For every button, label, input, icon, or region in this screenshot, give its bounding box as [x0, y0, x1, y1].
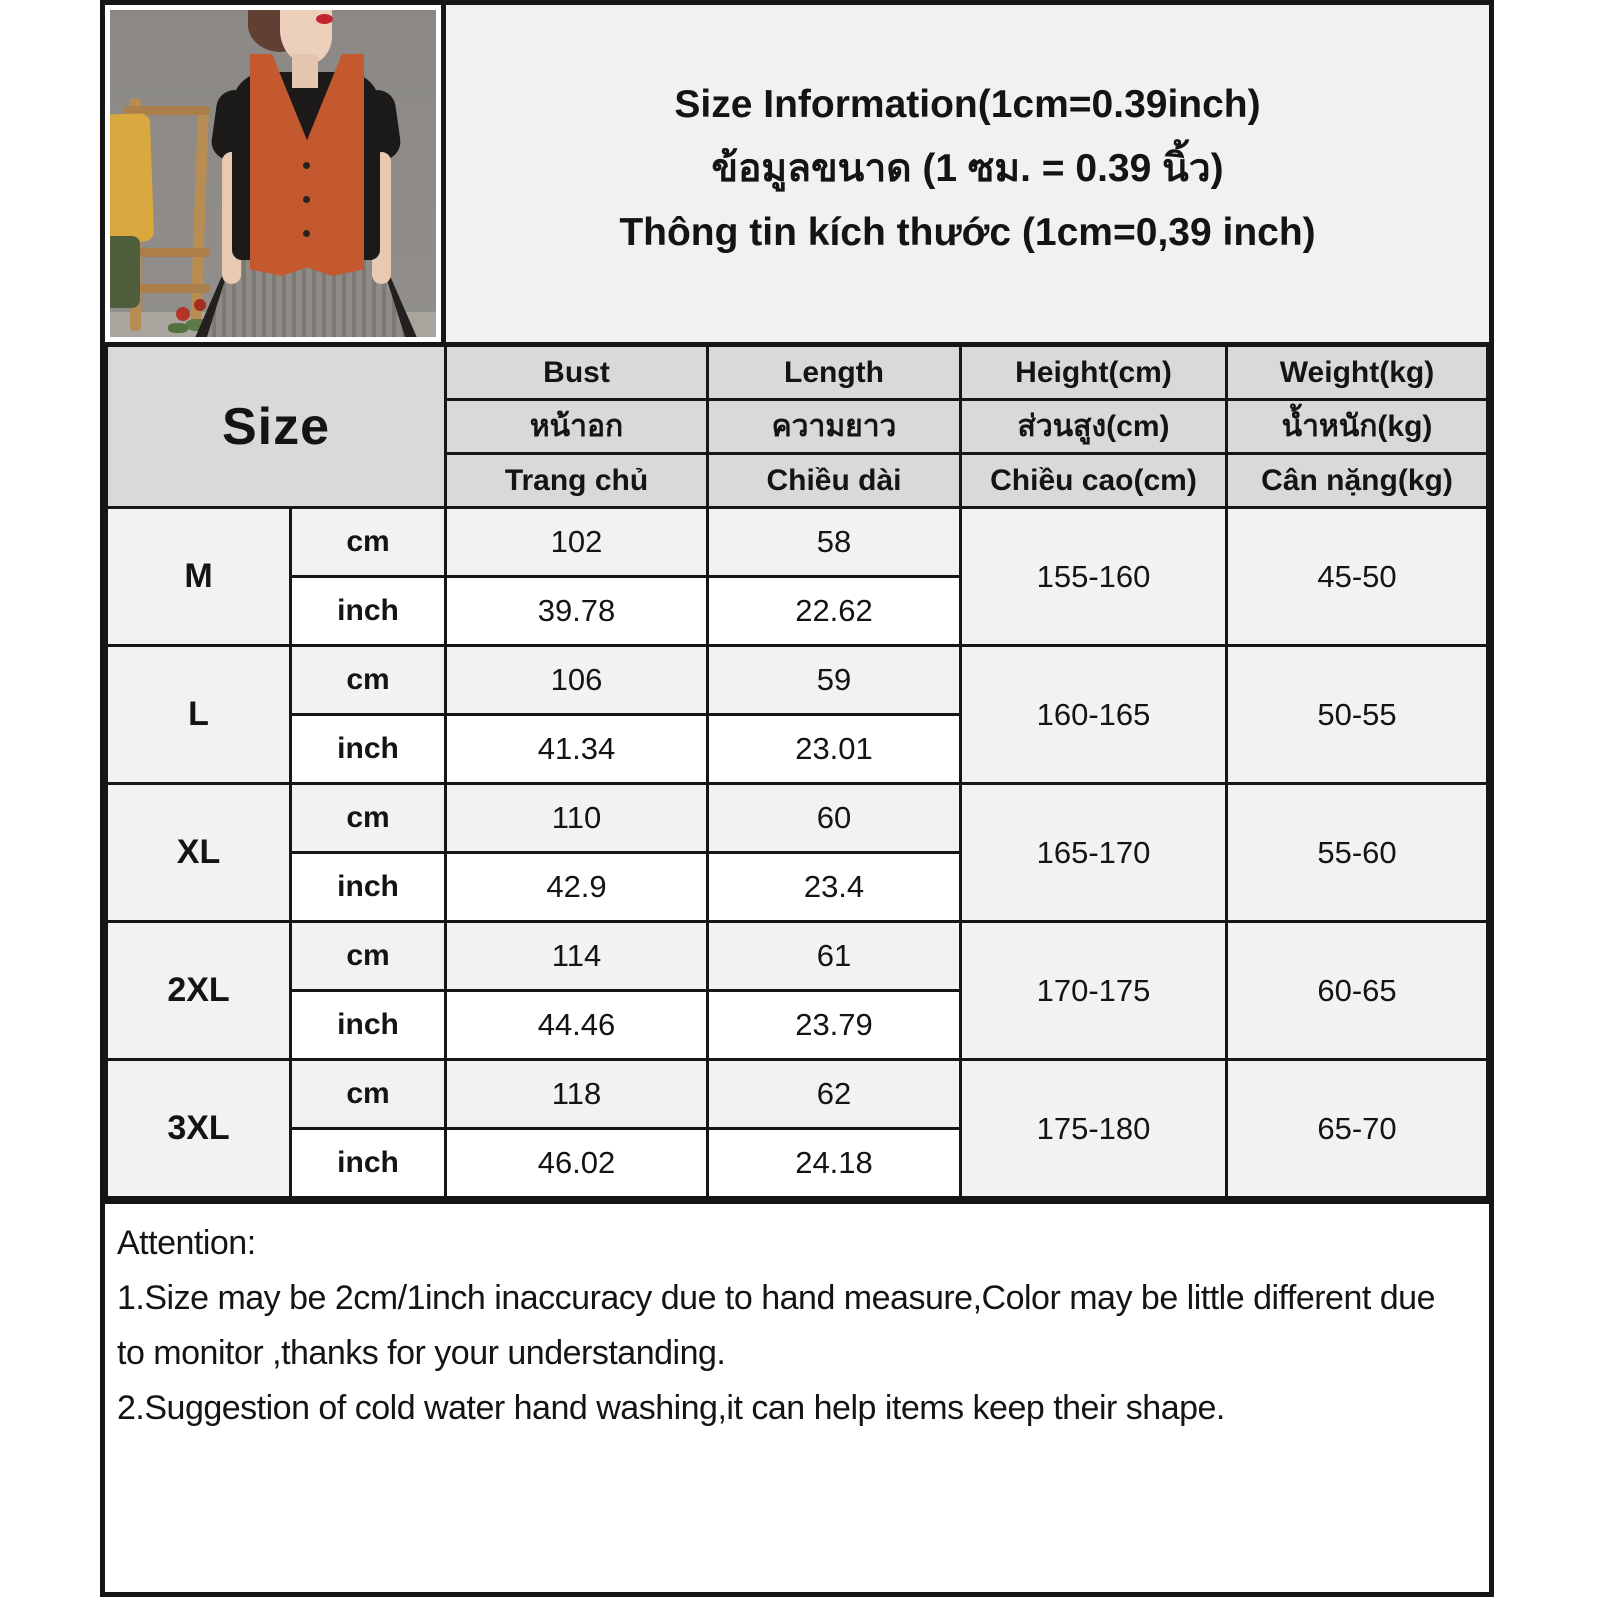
height-range: 165-170	[961, 784, 1227, 922]
weight-range: 65-70	[1227, 1060, 1488, 1198]
unit-cell-cm: cm	[291, 646, 446, 715]
size-cell: 3XL	[107, 1060, 291, 1198]
flower-leaves	[168, 323, 188, 333]
height-range: 160-165	[961, 646, 1227, 784]
clothes-rack-rail	[190, 106, 209, 331]
length-cm-value: 61	[708, 922, 961, 991]
size-row-xl-cm	[107, 784, 1488, 853]
bust-cm-value: 114	[446, 922, 708, 991]
attention-heading: Attention:	[117, 1224, 256, 1262]
attention-section	[105, 1199, 1489, 1592]
weight-header-en: Weight(kg)	[1227, 345, 1488, 400]
bust-inch-value: 41.34	[446, 715, 708, 784]
size-row-3xl-cm	[107, 1060, 1488, 1129]
header-row-english	[107, 345, 1488, 400]
length-inch-value: 23.4	[708, 853, 961, 922]
length-inch-value: 22.62	[708, 577, 961, 646]
unit-cell-inch: inch	[291, 715, 446, 784]
attention-note-2: 2.Suggestion of cold water hand washing,it can help items keep their shape.	[117, 1389, 1225, 1427]
bust-inch-value: 39.78	[446, 577, 708, 646]
length-cm-value: 60	[708, 784, 961, 853]
unit-cell-inch: inch	[291, 1129, 446, 1198]
size-cell: L	[107, 646, 291, 784]
weight-range: 50-55	[1227, 646, 1488, 784]
bust-header-th: หน้าอก	[446, 400, 708, 454]
size-cell: 2XL	[107, 922, 291, 1060]
title-area	[446, 5, 1489, 342]
height-header-vi: Chiều cao(cm)	[961, 454, 1227, 508]
length-cm-value: 58	[708, 508, 961, 577]
photo-scene	[110, 10, 436, 337]
length-inch-value: 24.18	[708, 1129, 961, 1198]
vest-button	[303, 162, 310, 169]
bust-cm-value: 110	[446, 784, 708, 853]
unit-cell-inch: inch	[291, 853, 446, 922]
title-english: Size Information(1cm=0.39inch)	[674, 82, 1261, 126]
height-header-th: ส่วนสูง(cm)	[961, 400, 1227, 454]
unit-cell-cm: cm	[291, 922, 446, 991]
bust-inch-value: 46.02	[446, 1129, 708, 1198]
size-row-2xl-cm	[107, 922, 1488, 991]
length-cm-value: 59	[708, 646, 961, 715]
weight-range: 55-60	[1227, 784, 1488, 922]
hanging-green-cloth	[110, 236, 140, 308]
bust-inch-value: 42.9	[446, 853, 708, 922]
bust-cm-value: 106	[446, 646, 708, 715]
length-header-vi: Chiều dài	[708, 454, 961, 508]
size-cell: M	[107, 508, 291, 646]
unit-cell-inch: inch	[291, 991, 446, 1060]
weight-header-vi: Cân nặng(kg)	[1227, 454, 1488, 508]
attention-note-1: 1.Size may be 2cm/1inch inaccuracy due to hand measure,Color may be little different due to monitor ,thanks for your understanding.	[117, 1279, 1435, 1372]
hanging-yellow-garment	[110, 113, 154, 243]
model-neck	[292, 54, 318, 88]
bust-inch-value: 44.46	[446, 991, 708, 1060]
model-lips	[316, 14, 333, 24]
bust-cm-value: 118	[446, 1060, 708, 1129]
length-inch-value: 23.01	[708, 715, 961, 784]
weight-range: 60-65	[1227, 922, 1488, 1060]
length-header-th: ความยาว	[708, 400, 961, 454]
size-row-m-cm	[107, 508, 1488, 577]
size-cell: XL	[107, 784, 291, 922]
title-vietnamese: Thông tin kích thước (1cm=0,39 inch)	[619, 210, 1316, 254]
unit-cell-cm: cm	[291, 1060, 446, 1129]
length-header-en: Length	[708, 345, 961, 400]
length-cm-value: 62	[708, 1060, 961, 1129]
bust-header-en: Bust	[446, 345, 708, 400]
product-photo	[105, 5, 446, 342]
unit-cell-cm: cm	[291, 784, 446, 853]
title-thai: ข้อมูลขนาด (1 ซม. = 0.39 นิ้ว)	[711, 146, 1224, 190]
flower-decoration	[176, 307, 190, 321]
bust-cm-value: 102	[446, 508, 708, 577]
weight-range: 45-50	[1227, 508, 1488, 646]
vest-button	[303, 230, 310, 237]
flower-decoration	[194, 299, 206, 311]
vest-button	[303, 196, 310, 203]
height-range: 155-160	[961, 508, 1227, 646]
length-inch-value: 23.79	[708, 991, 961, 1060]
unit-cell-cm: cm	[291, 508, 446, 577]
size-table	[105, 342, 1489, 1199]
height-range: 170-175	[961, 922, 1227, 1060]
unit-cell-inch: inch	[291, 577, 446, 646]
size-chart-sheet	[100, 0, 1494, 1597]
bust-header-vi: Trang chủ	[446, 454, 708, 508]
size-header-cell: Size	[107, 345, 446, 508]
height-range: 175-180	[961, 1060, 1227, 1198]
weight-header-th: น้ำหนัก(kg)	[1227, 400, 1488, 454]
size-row-l-cm	[107, 646, 1488, 715]
height-header-en: Height(cm)	[961, 345, 1227, 400]
top-band	[105, 5, 1489, 342]
